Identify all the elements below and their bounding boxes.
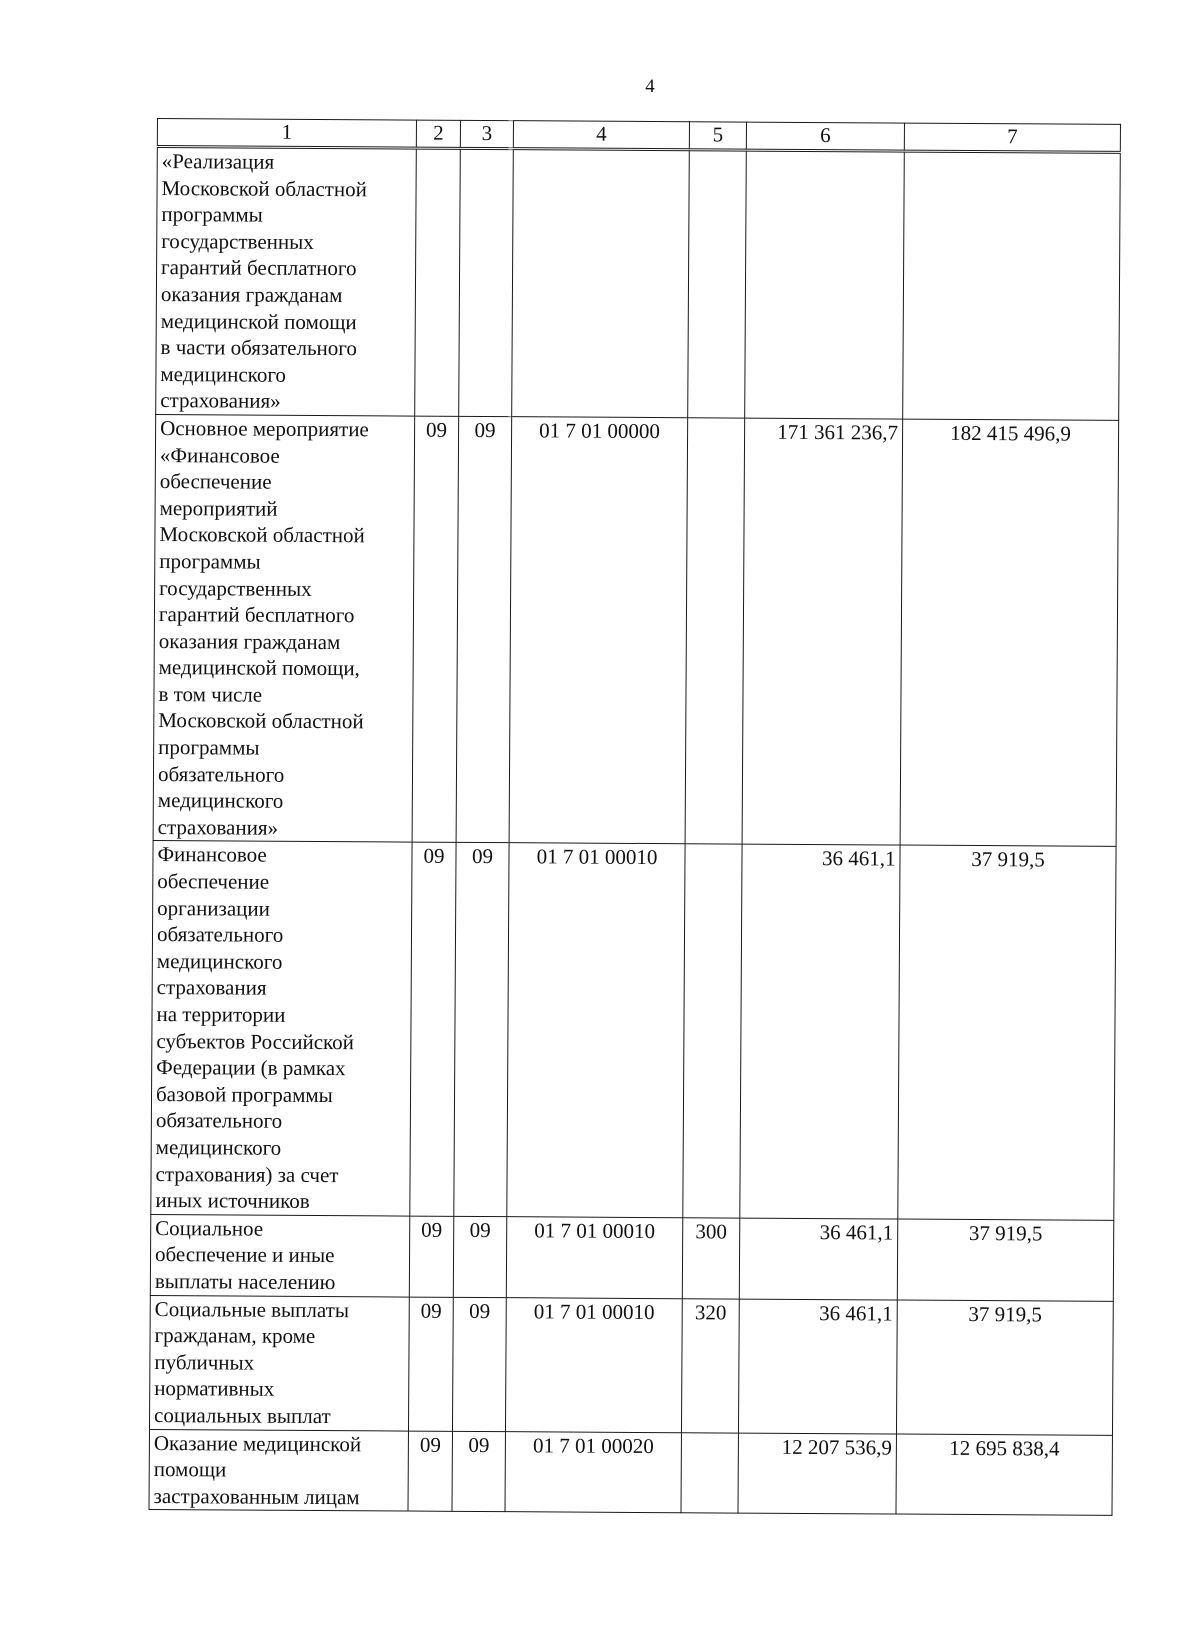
row-expense-type: 300	[682, 1217, 739, 1298]
row-subsection-code: 09	[452, 1431, 505, 1512]
row-amount-col7: 182 415 496,9	[900, 419, 1119, 847]
row-target-code: 01 7 01 00010	[506, 1216, 682, 1298]
row-target-code: 01 7 01 00010	[507, 843, 685, 1217]
column-header: 6	[746, 122, 904, 151]
row-expense-type	[681, 1432, 738, 1513]
row-expense-type	[685, 418, 745, 845]
row-amount-col7: 12 695 838,4	[896, 1434, 1112, 1516]
row-section-code: 09	[412, 416, 459, 843]
column-header: 5	[689, 122, 746, 150]
table-row	[150, 1214, 1113, 1301]
row-section-code	[415, 148, 461, 416]
row-subsection-code	[459, 148, 514, 416]
row-name: Основное мероприятие «Финансовое обеспечение мероприятий Московской областной программы государственных гарантий бесплатного оказания гражданам медицинской помощи, в том числе Московской областной программы обязательного медицинского страхования»	[153, 414, 415, 842]
table-row	[149, 1295, 1113, 1435]
row-amount-col6: 36 461,1	[740, 845, 900, 1219]
row-target-code: 01 7 01 00000	[509, 417, 688, 845]
row-name: «Реализация Московской областной программы государственных гарантий бесплатного оказания гражданам медицинской помощи в части обязательного медицинского страхования»	[156, 147, 417, 417]
row-subsection-code: 09	[456, 416, 512, 843]
row-amount-col7: 37 919,5	[897, 1219, 1113, 1301]
row-name: Финансовое обеспечение организации обязательного медицинского страхования на территории субъектов Российской Федерации (в рамках базовой программы обязательного медицинского страхования) за счет иных источников	[151, 841, 412, 1216]
row-section-code: 09	[408, 1297, 453, 1431]
row-expense-type	[688, 150, 747, 418]
row-amount-col6: 36 461,1	[739, 1218, 897, 1300]
table-row	[151, 841, 1116, 1220]
row-amount-col6: 171 361 236,7	[742, 418, 903, 845]
row-section-code: 09	[410, 843, 456, 1217]
row-name: Социальное обеспечение и иные выплаты населению	[150, 1214, 409, 1296]
column-header: 2	[416, 120, 460, 148]
column-header: 7	[904, 123, 1120, 152]
column-header: 1	[157, 119, 416, 149]
table-row	[156, 147, 1121, 421]
row-section-code: 09	[408, 1431, 452, 1512]
row-subsection-code: 09	[453, 1216, 506, 1297]
row-target-code: 01 7 01 00020	[505, 1431, 681, 1513]
row-subsection-code: 09	[452, 1297, 506, 1431]
column-header: 4	[513, 121, 689, 150]
row-amount-col6: 36 461,1	[738, 1299, 897, 1434]
row-expense-type: 320	[681, 1298, 739, 1432]
row-name: Оказание медицинской помощи застрахованным лицам	[149, 1429, 408, 1511]
table-body	[149, 147, 1120, 1516]
row-section-code: 09	[409, 1216, 453, 1297]
row-target-code	[512, 149, 690, 418]
page-number: 4	[645, 76, 655, 97]
row-name: Социальные выплаты гражданам, кроме публичных нормативных социальных выплат	[149, 1295, 409, 1431]
column-header: 3	[460, 120, 513, 148]
table-row	[153, 414, 1119, 846]
row-amount-col6: 12 207 536,9	[738, 1433, 896, 1515]
budget-table	[148, 118, 1120, 1516]
row-amount-col7	[903, 151, 1121, 420]
row-amount-col7: 37 919,5	[896, 1300, 1113, 1435]
table-row	[149, 1429, 1112, 1516]
row-target-code: 01 7 01 00010	[505, 1297, 682, 1432]
row-subsection-code: 09	[454, 843, 509, 1217]
row-amount-col7: 37 919,5	[898, 845, 1116, 1220]
row-expense-type	[683, 844, 742, 1218]
row-amount-col6	[745, 150, 905, 419]
